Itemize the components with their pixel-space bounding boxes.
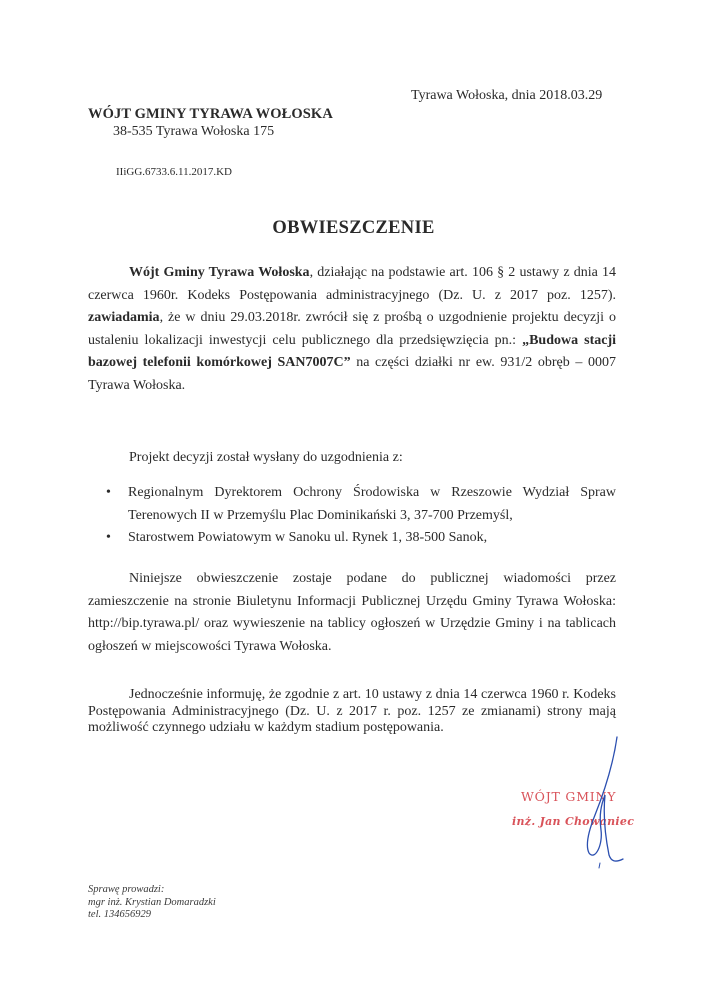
place-and-date: Tyrawa Wołoska, dnia 2018.03.29: [411, 88, 603, 103]
paragraph-sent-to: Projekt decyzji został wysłany do uzgodnienia z:: [129, 450, 403, 465]
bullet-icon: •: [106, 530, 111, 546]
bold-project-name: „Budowa stacji bazowej telefonii komórkowej SAN7007C”: [88, 332, 616, 371]
issuer-name: WÓJT GMINY TYRAWA WOŁOSKA: [88, 106, 333, 122]
case-handler-footer: [88, 884, 216, 922]
issuer-address: 38-535 Tyrawa Wołoska 175: [113, 124, 275, 139]
case-handler-name: mgr inż. Krystian Domaradzki: [88, 896, 216, 908]
stamp-signatory-name: inż. Jan Chowaniec: [512, 815, 635, 828]
case-reference-number: IIiGG.6733.6.11.2017.KD: [116, 166, 232, 178]
list-item: [88, 482, 616, 527]
case-handler-label: Sprawę prowadzi:: [88, 884, 165, 895]
recipients-list: [88, 482, 616, 550]
signature-stroke: [599, 863, 600, 868]
recipient-text: Starostwem Powiatowym w Sanoku ul. Rynek 1, 38-500 Sanok,: [128, 530, 488, 546]
paragraph-publication: [88, 568, 616, 658]
handwritten-signature-icon: [565, 735, 635, 870]
paragraph-text: , działając na podstawie art. 106 § 2 ustawy z dnia 14 czerwca 1960r. Kodeks Postępowania administracyjnego (Dz. U. z 2017 poz. 1257).: [88, 265, 616, 303]
paragraph-text: , że w dniu 29.03.2018r. zwrócił się z prośbą o uzgodnienie projektu decyzji o ustaleniu lokalizacji inwestycji celu publicznego dla przedsięwzięcia pn.:: [88, 310, 616, 348]
document-title: OBWIESZCZENIE: [272, 218, 435, 238]
bold-subject: Wójt Gminy Tyrawa Wołoska: [129, 265, 310, 280]
signature-stroke: [587, 737, 623, 861]
list-item: [88, 527, 616, 550]
bold-verb: zawiadamia: [88, 310, 160, 326]
paragraph-notice: [88, 262, 616, 398]
paragraph-text: Jednocześnie informuję, że zgodnie z art. 10 ustawy z dnia 14 czerwca 1960 r. Kodeks Postępowania Administracyjnego (Dz. U. z 2017 r. poz. 1257 ze zmianami) strony mają możliwość czynnego udziału w każdym stadium postępowania.: [88, 687, 616, 735]
bullet-icon: •: [106, 485, 111, 500]
paragraph-party-rights: [88, 687, 616, 737]
recipient-text: Regionalnym Dyrektorem Ochrony Środowiska w Rzeszowie Wydział Spraw Terenowych II w Przemyślu Plac Dominikański 3, 37-700 Przemyśl,: [128, 485, 616, 523]
paragraph-text: Niniejsze obwieszczenie zostaje podane do publicznej wiadomości przez zamieszczenie na stronie Biuletynu Informacji Publicznej Urzędu Gminy Tyrawa Wołoska: http://bip.tyrawa.pl/ oraz wywieszenie na tablicy ogłoszeń w Urzędzie Gminy i na tablicach ogłoszeń w miejscowości Tyrawa Wołoska.: [88, 571, 616, 654]
paragraph-text: na części działki nr ew. 931/2 obręb – 0007 Tyrawa Wołoska.: [88, 355, 616, 393]
stamp-title: WÓJT GMINY: [521, 789, 617, 804]
case-handler-phone: tel. 134656929: [88, 909, 151, 920]
